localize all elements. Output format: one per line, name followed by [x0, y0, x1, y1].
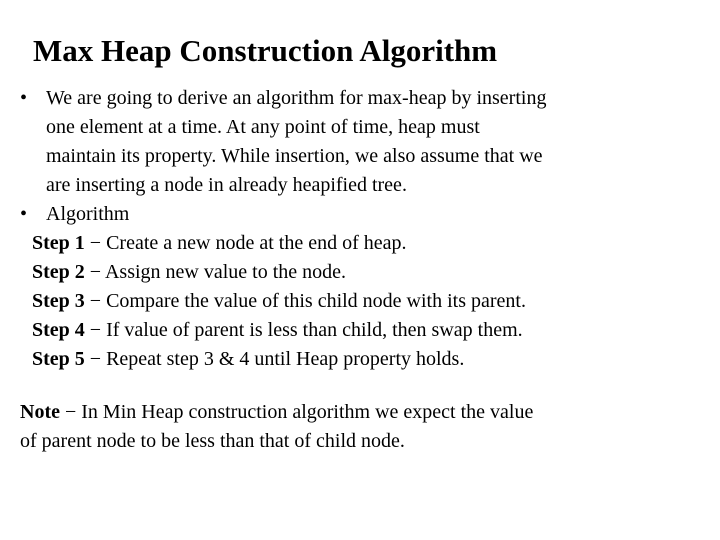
step-1: [32, 229, 710, 258]
step-label: Step 5: [32, 348, 85, 370]
note-text: In Min Heap construction algorithm we expect the value: [81, 401, 534, 423]
note-line-2: of parent node to be less than that of child node.: [20, 430, 405, 452]
step-4: [32, 316, 710, 345]
algorithm-steps: [20, 229, 710, 374]
bullet-item-algorithm: [20, 200, 710, 229]
bullet-icon: •: [20, 203, 28, 225]
bullet-text: [46, 200, 710, 229]
bullet-icon: •: [20, 87, 28, 109]
note-separator: −: [59, 401, 82, 423]
step-label: Step 4: [32, 319, 85, 341]
step-text: Compare the value of this child node with its parent.: [106, 290, 526, 312]
step-text: Create a new node at the end of heap.: [106, 232, 407, 254]
step-separator: −: [84, 261, 105, 283]
step-text: Assign new value to the node.: [104, 261, 347, 283]
bullet-line: maintain its property. While insertion, we also assume that we: [46, 145, 543, 167]
bullet-text: [46, 84, 710, 200]
step-3: [32, 287, 710, 316]
step-5: [32, 345, 710, 374]
step-text: If value of parent is less than child, then swap them.: [106, 319, 523, 341]
bullet-line: are inserting a node in already heapified tree.: [46, 174, 407, 196]
step-separator: −: [84, 348, 107, 370]
step-label: Step 2: [32, 261, 85, 283]
bullet-item-intro: [20, 84, 710, 200]
note-label: Note: [20, 401, 60, 423]
note-paragraph: [20, 398, 710, 456]
bullet-line: We are going to derive an algorithm for max-heap by inserting: [46, 87, 547, 109]
note-line-1: [20, 398, 710, 427]
step-label: Step 3: [32, 290, 85, 312]
bullet-line: Algorithm: [46, 203, 130, 225]
step-separator: −: [84, 232, 107, 254]
step-2: [32, 258, 710, 287]
step-text: Repeat step 3 & 4 until Heap property holds.: [106, 348, 465, 370]
slide-title: Max Heap Construction Algorithm: [33, 33, 498, 68]
step-separator: −: [84, 319, 107, 341]
slide-body: [20, 84, 710, 456]
step-label: Step 1: [32, 232, 85, 254]
bullet-line: one element at a time. At any point of time, heap must: [46, 116, 480, 138]
step-separator: −: [84, 290, 107, 312]
